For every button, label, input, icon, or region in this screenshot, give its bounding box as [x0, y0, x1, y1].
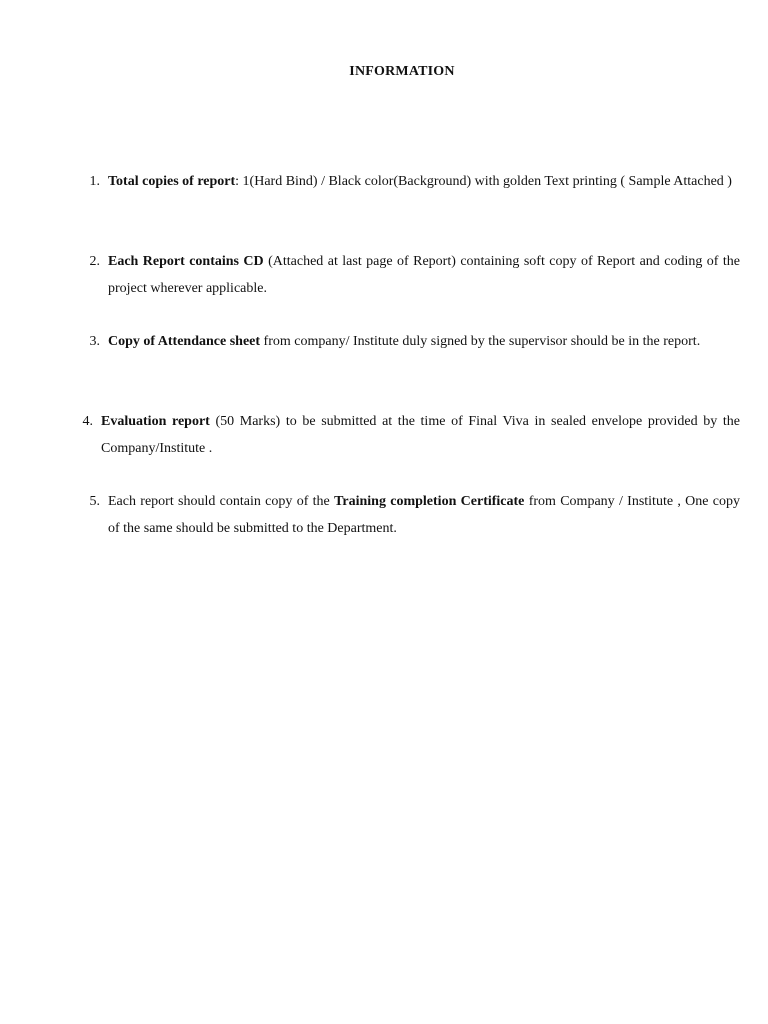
- list-item-number: 5.: [89, 494, 100, 509]
- list-item-text: from company/ Institute duly signed by the supervisor should be in the report.: [260, 334, 701, 349]
- list-item-body: [101, 408, 740, 462]
- list-item: [89, 328, 740, 355]
- list-item-number: 1.: [89, 174, 100, 189]
- list-item-number: 3.: [89, 334, 100, 349]
- list-item-bold-label: Total copies of report: [108, 174, 236, 189]
- list-item: [82, 408, 740, 462]
- list-item-body: [108, 328, 740, 355]
- page-title: INFORMATION: [349, 64, 455, 79]
- list-item-text: (50 Marks) to be submitted at the time of Final Viva in sealed envelope provided by the Company/Institute .: [101, 414, 740, 456]
- list-item: [89, 248, 740, 302]
- list-item-text-prefix: Each report should contain copy of the: [108, 494, 335, 509]
- list-item-number: 2.: [89, 254, 100, 269]
- list-item-body: [108, 168, 740, 195]
- list-item: [89, 488, 740, 542]
- list-item-body: [108, 488, 740, 542]
- list-item-text: : 1(Hard Bind) / Black color(Background) with golden Text printing ( Sample Attached ): [235, 174, 732, 189]
- list-item-bold-label: Each Report contains CD: [108, 254, 264, 269]
- list-item-bold-label: Training completion Certificate: [334, 494, 525, 509]
- list-item-text: (Attached at last page of Report) containing soft copy of Report and coding of the project wherever applicable.: [108, 254, 740, 296]
- list-item-bold-label: Copy of Attendance sheet: [108, 334, 261, 349]
- list-item: [89, 168, 740, 195]
- list-item-body: [108, 248, 740, 302]
- list-item-number: 4.: [82, 414, 93, 429]
- list-item-text: from Company / Institute , One copy of the same should be submitted to the Department.: [108, 494, 740, 536]
- list-item-bold-label: Evaluation report: [101, 414, 210, 429]
